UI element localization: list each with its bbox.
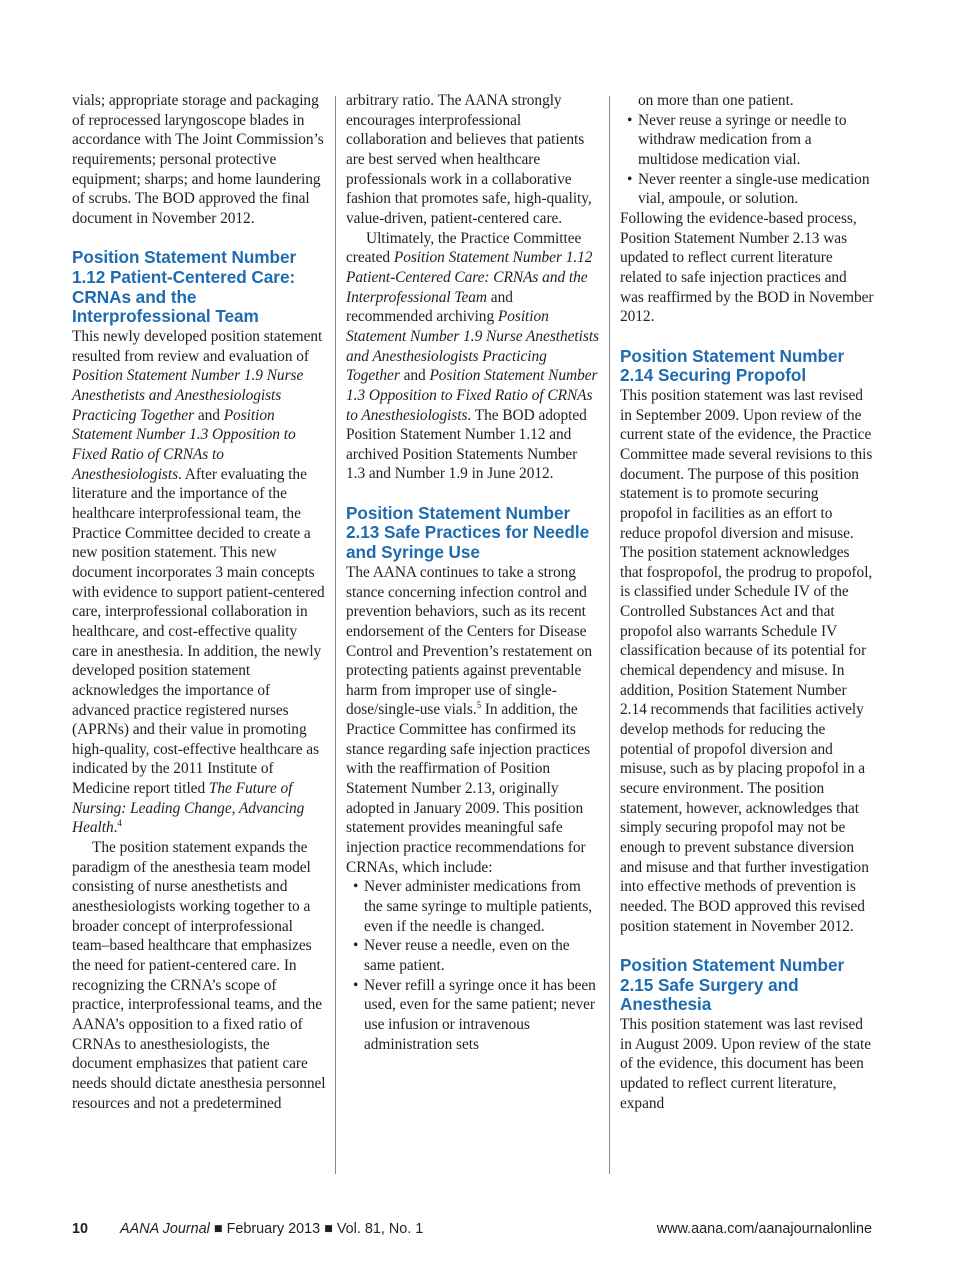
journal-title: AANA Journal xyxy=(120,1221,210,1237)
paragraph: This position statement was last revised in August 2009. Upon review of the state of the evidence, this document has been updated to reflect current literature, expand xyxy=(620,1016,872,1112)
column-3 xyxy=(620,91,874,1113)
journal-citation xyxy=(120,1221,423,1237)
list-item: • Never refill a syringe once it has been used, even for the same patient; never use infusion or intravenous administration sets xyxy=(346,976,600,1055)
list-item-continuation: on more than one patient. xyxy=(638,92,794,109)
section-heading-2-15: Position Statement Number 2.15 Safe Surgery and Anesthesia xyxy=(620,954,845,1015)
reference-marker: 4 xyxy=(117,818,122,829)
column-1 xyxy=(72,91,326,1113)
section-heading-1-12: Position Statement Number 1.12 Patient-Centered Care: CRNAs and the Interprofessional Team xyxy=(72,247,297,327)
page-footer xyxy=(72,1221,872,1243)
separator: ■ xyxy=(213,1221,223,1237)
bullet-list xyxy=(620,111,874,209)
paragraph: The position statement expands the paradigm of the anesthesia team model consisting of nurse anesthetists and anesthesiologists working together to a broader concept of interprofessional team–based healthcare that emphasizes the need for patient-centered care. In recognizing the CRNA’s scope of practice, interprofessional teams, and the AANA’s opposition to a fixed ratio of CRNAs to anesthesiologists, the document emphasizes that patient care needs should dictate anesthesia personnel resources and not a predetermined xyxy=(72,839,326,1112)
list-item: • Never administer medications from the same syringe to multiple patients, even if the needle is changed. xyxy=(346,877,600,936)
list-item: • Never reenter a single-use medication vial, ampoule, or solution. xyxy=(620,170,874,209)
page-number: 10 xyxy=(72,1221,89,1237)
paragraph: Ultimately, the Practice Committee created Position Statement Number 1.12 Patient-Centered Care: CRNAs and the Interprofessional Team and recommended archiving Position Statement Number 1.9 Nurse Anesthetists and Anesthesiologists Practicing Together and Position Statement Number 1.3 Opposition to Fixed Ratio of CRNAs to Anesthesiologists. The BOD adopted Position Statement Number 1.12 and archived Position Statements Number 1.3 and Number 1.9 in June 2012. xyxy=(346,229,599,483)
section-heading-2-14: Position Statement Number 2.14 Securing Propofol xyxy=(620,345,845,386)
column-divider xyxy=(335,96,336,1174)
list-item: • Never reuse a needle, even on the same patient. xyxy=(346,936,600,975)
paragraph: Following the evidence-based process, Position Statement Number 2.13 was updated to reflect current literature related to safe injection practices and was reaffirmed by the BOD in November 2012. xyxy=(620,209,874,326)
list-item: • Never reuse a syringe or needle to withdraw medication from a multidose medication vial. xyxy=(620,111,874,170)
paragraph: vials; appropriate storage and packaging of reprocessed laryngoscope blades in accordance with The Joint Commission’s requirements; personal protective equipment; sharps; and home laundering of scrubs. The BOD approved the final document in November 2012. xyxy=(72,92,324,227)
issue-date: February 2013 xyxy=(226,1221,321,1237)
journal-url: www.aana.com/aanajournalonline xyxy=(656,1221,872,1237)
paragraph: This position statement was last revised in September 2009. Upon review of the current state of the evidence, the Practice Committee made several revisions to this document. The purpose of this position statement is to promote securing propofol in facilities as an effort to reduce propofol diversion and misuse. The position statement acknowledges that fospropofol, the prodrug to propofol, is classified under Schedule IV of the Controlled Substances Act and that propofol also warrants Schedule IV classification because of its potential for chemical dependency and misuse. In addition, Position Statement Number 2.14 recommends that facilities actively develop methods for reducing the potential of propofol diversion and misuse, such as by placing propofol in a secure environment. The position statement, however, acknowledges that simply securing propofol may not be enough to prevent substance diversion and misuse and that further investigation into effective methods of prevention is needed. The BOD approved this revised position statement in November 2012. xyxy=(620,386,873,935)
paragraph: arbitrary ratio. The AANA strongly encourages interprofessional collaboration and believes that patients are best served when healthcare professionals work in a collaborative fashion that promotes safe, high-quality, value-driven, patient-centered care. xyxy=(346,92,592,227)
volume-number: Vol. 81, No. 1 xyxy=(336,1221,424,1237)
separator: ■ xyxy=(324,1221,333,1237)
column-2 xyxy=(346,91,600,1054)
bullet-list xyxy=(346,877,600,1054)
section-heading-2-13: Position Statement Number 2.13 Safe Practices for Needle and Syringe Use xyxy=(346,502,590,563)
paragraph: The AANA continues to take a strong stance concerning infection control and prevention behaviors, such as its recent endorsement of the Centers for Disease Control and Prevention’s restatement on protecting patients against preventable harm from improper use of single-dose/single-use vials.$^5$ In addition, the Practice Committee has confirmed its stance regarding safe injection practices with the reaffirmation of Position Statement Number 2.13, originally adopted in January 2009. This position statement provides meaningful safe injection practice recommendations for CRNAs, which include: xyxy=(346,563,592,876)
paragraph: This newly developed position statement resulted from review and evaluation of Position Statement Number 1.9 Nurse Anesthetists and Anesthesiologists Practicing Together and Position Statement Number 1.3 Opposition to Fixed Ratio of CRNAs to Anesthesiologists. After evaluating the literature and the importance of the healthcare interprofessional team, the Practice Committee decided to create a new position statement. This new document incorporates 3 main concepts with evidence to support patient-centered care, interprofessional collaboration in healthcare, and cost-effective quality care in anesthesia. In addition, the newly developed position statement acknowledges the importance of advanced practice registered nurses (APRNs) and their value in promoting high-quality, cost-effective healthcare as indicated by the 2011 Institute of Medicine report titled The Future of Nursing: Leading Change, Advancing Health.$^4$ xyxy=(72,328,325,837)
column-divider xyxy=(609,96,610,1174)
reference-marker: 5 xyxy=(476,700,482,711)
